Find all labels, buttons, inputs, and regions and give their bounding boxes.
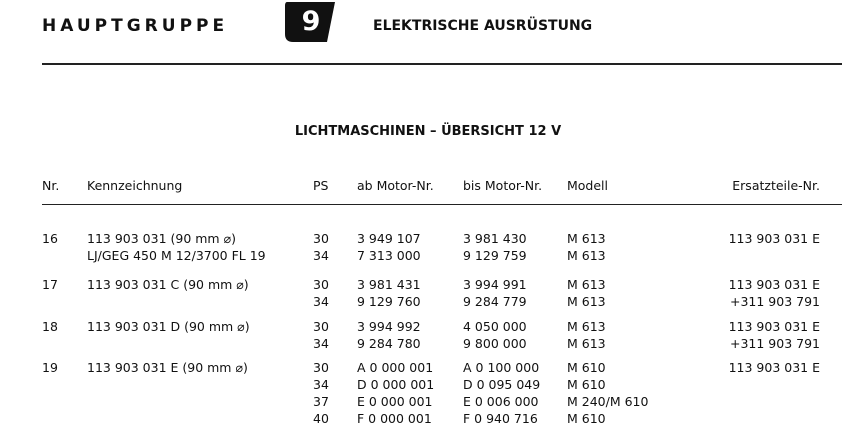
from-engine-number: 7 313 000 bbox=[357, 248, 421, 263]
entry-designation: 113 903 031 E (90 mm ⌀) bbox=[87, 360, 248, 375]
group-title: ELEKTRISCHE AUSRÜSTUNG bbox=[373, 18, 593, 34]
to-engine-number: A 0 100 000 bbox=[463, 360, 540, 375]
ps-value: 30 bbox=[313, 319, 329, 334]
table-header-divider bbox=[42, 204, 842, 205]
to-engine-number: 9 129 759 bbox=[463, 248, 527, 263]
to-engine-number: 4 050 000 bbox=[463, 319, 527, 334]
entry-designation: 113 903 031 (90 mm ⌀) bbox=[87, 231, 236, 246]
table-header-row bbox=[0, 177, 856, 197]
from-engine-number: F 0 000 001 bbox=[357, 411, 432, 426]
ps-value: 30 bbox=[313, 360, 329, 375]
entry-number: 17 bbox=[42, 277, 58, 292]
spare-part-number: 113 903 031 E bbox=[728, 319, 820, 334]
entry-designation: 113 903 031 C (90 mm ⌀) bbox=[87, 277, 249, 292]
to-engine-number: 3 994 991 bbox=[463, 277, 527, 292]
from-engine-number: A 0 000 001 bbox=[357, 360, 434, 375]
model-value: M 613 bbox=[567, 336, 606, 351]
column-header-nr: Nr. bbox=[42, 178, 60, 193]
entry-designation: 113 903 031 D (90 mm ⌀) bbox=[87, 319, 250, 334]
model-value: M 613 bbox=[567, 248, 606, 263]
from-engine-number: 3 981 431 bbox=[357, 277, 421, 292]
from-engine-number: D 0 000 001 bbox=[357, 377, 435, 392]
ps-value: 40 bbox=[313, 411, 329, 426]
model-value: M 610 bbox=[567, 411, 606, 426]
ps-value: 34 bbox=[313, 294, 329, 309]
spare-part-number: 113 903 031 E bbox=[728, 360, 820, 375]
spare-part-number: +311 903 791 bbox=[730, 336, 820, 351]
column-header-ps: PS bbox=[313, 178, 329, 193]
model-value: M 610 bbox=[567, 360, 606, 375]
header-divider bbox=[42, 63, 842, 65]
to-engine-number: F 0 940 716 bbox=[463, 411, 538, 426]
to-engine-number: 9 800 000 bbox=[463, 336, 527, 351]
model-value: M 610 bbox=[567, 377, 606, 392]
from-engine-number: 9 129 760 bbox=[357, 294, 421, 309]
page-header bbox=[0, 0, 856, 70]
to-engine-number: E 0 006 000 bbox=[463, 394, 539, 409]
spare-part-number: 113 903 031 E bbox=[728, 277, 820, 292]
column-header-bis-motor: bis Motor-Nr. bbox=[463, 178, 543, 193]
main-group-label: HAUPTGRUPPE bbox=[42, 16, 229, 36]
column-header-ab-motor: ab Motor-Nr. bbox=[357, 178, 434, 193]
from-engine-number: E 0 000 001 bbox=[357, 394, 433, 409]
model-value: M 613 bbox=[567, 294, 606, 309]
to-engine-number: 9 284 779 bbox=[463, 294, 527, 309]
to-engine-number: 3 981 430 bbox=[463, 231, 527, 246]
entry-number: 18 bbox=[42, 319, 58, 334]
entry-designation-line-2: LJ/GEG 450 M 12/3700 FL 19 bbox=[87, 248, 266, 263]
from-engine-number: 3 949 107 bbox=[357, 231, 421, 246]
ps-value: 34 bbox=[313, 336, 329, 351]
spare-part-number: 113 903 031 E bbox=[728, 231, 820, 246]
model-value: M 613 bbox=[567, 231, 606, 246]
from-engine-number: 3 994 992 bbox=[357, 319, 421, 334]
ps-value: 37 bbox=[313, 394, 329, 409]
ps-value: 34 bbox=[313, 248, 329, 263]
entry-number: 16 bbox=[42, 231, 58, 246]
model-value: M 240/M 610 bbox=[567, 394, 649, 409]
column-header-ersatzteile: Ersatzteile-Nr. bbox=[732, 178, 820, 193]
entry-number: 19 bbox=[42, 360, 58, 375]
ps-value: 34 bbox=[313, 377, 329, 392]
ps-value: 30 bbox=[313, 231, 329, 246]
from-engine-number: 9 284 780 bbox=[357, 336, 421, 351]
model-value: M 613 bbox=[567, 319, 606, 334]
ps-value: 30 bbox=[313, 277, 329, 292]
column-header-kennzeichnung: Kennzeichnung bbox=[87, 178, 183, 193]
to-engine-number: D 0 095 049 bbox=[463, 377, 541, 392]
model-value: M 613 bbox=[567, 277, 606, 292]
spare-part-number: +311 903 791 bbox=[730, 294, 820, 309]
group-number: 9 bbox=[301, 6, 321, 37]
table-title: LICHTMASCHINEN – ÜBERSICHT 12 V bbox=[294, 124, 562, 139]
column-header-modell: Modell bbox=[567, 178, 609, 193]
